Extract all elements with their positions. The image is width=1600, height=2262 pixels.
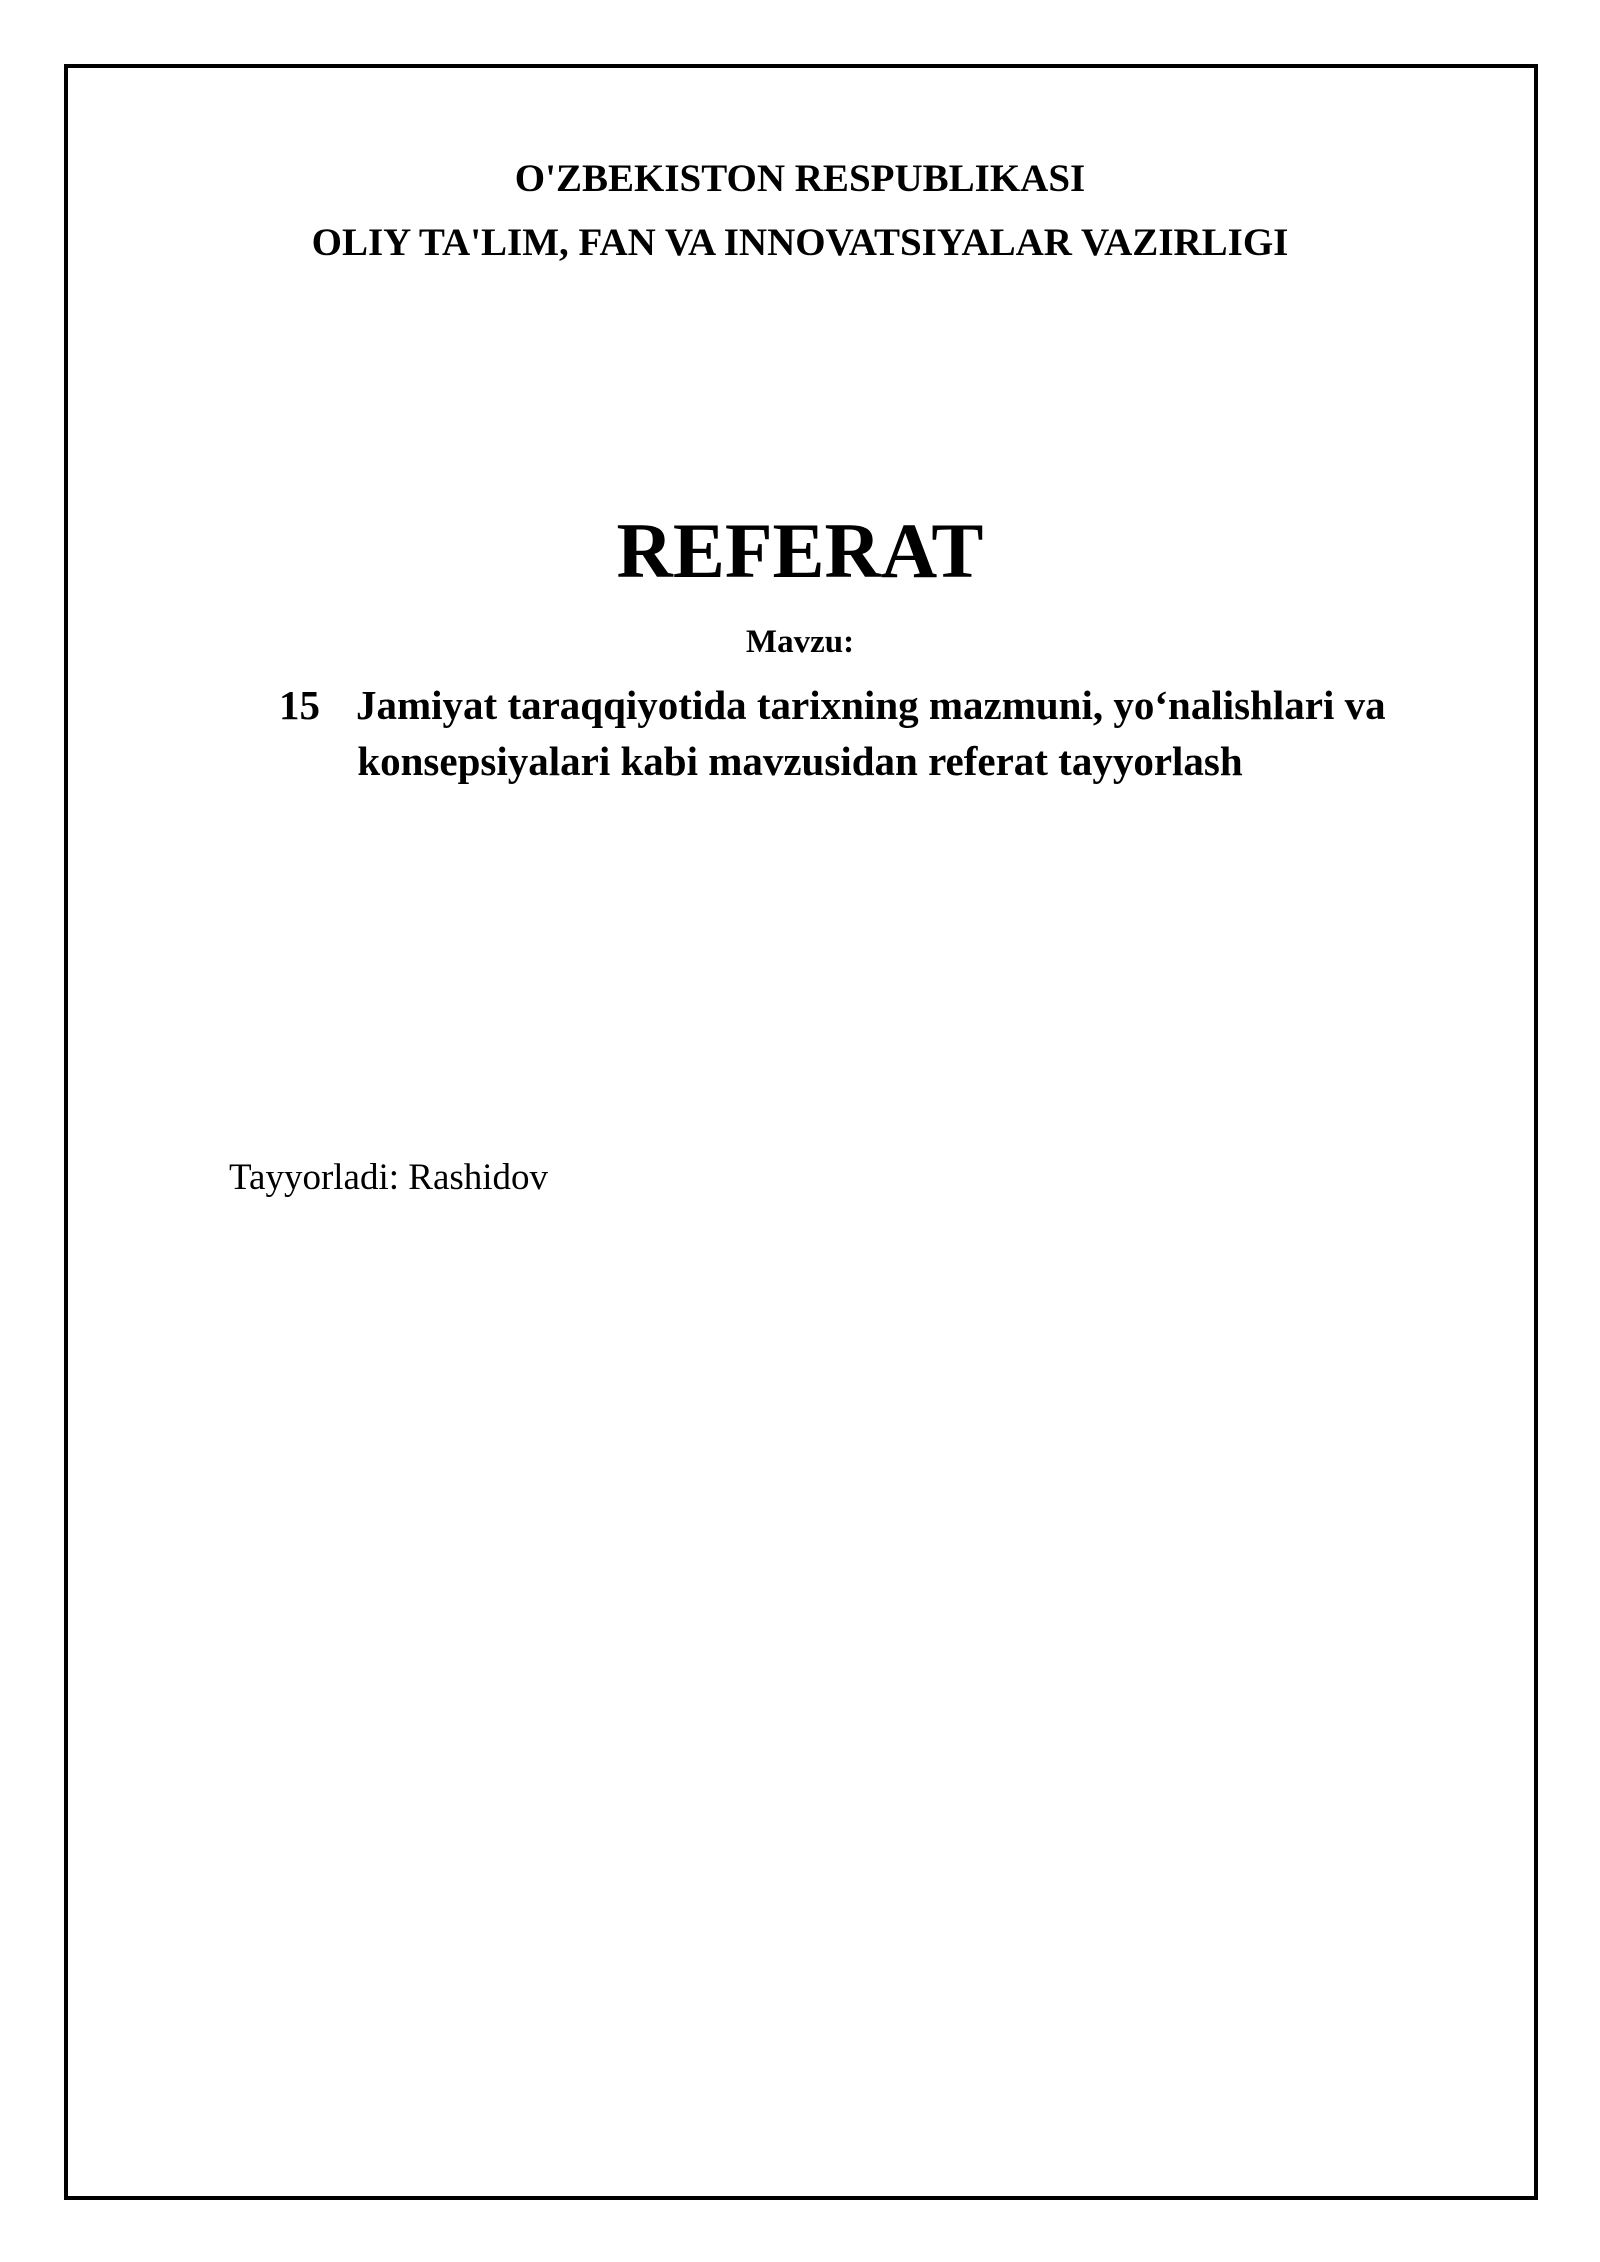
ministry-country-heading: O'ZBEKISTON RESPUBLIKASI <box>514 157 1086 200</box>
page-border <box>64 64 1538 2200</box>
topic-text-line1: Jamiyat taraqqiyotida tarixning mazmuni, yo‘nalishlari va <box>356 682 1386 728</box>
topic-number: 15 <box>279 682 320 728</box>
topic-text-line2: konsepsiyalari kabi mavzusidan referat tayyorlash <box>357 738 1243 784</box>
document-title: REFERAT <box>616 507 984 594</box>
author-line: Tayyorladi: Rashidov <box>229 1157 549 1198</box>
topic-first-line <box>279 677 1386 733</box>
ministry-name-heading: OLIY TA'LIM, FAN VA INNOVATSIYALAR VAZIRLIGI <box>311 221 1289 264</box>
topic-label: Mavzu: <box>745 624 855 660</box>
